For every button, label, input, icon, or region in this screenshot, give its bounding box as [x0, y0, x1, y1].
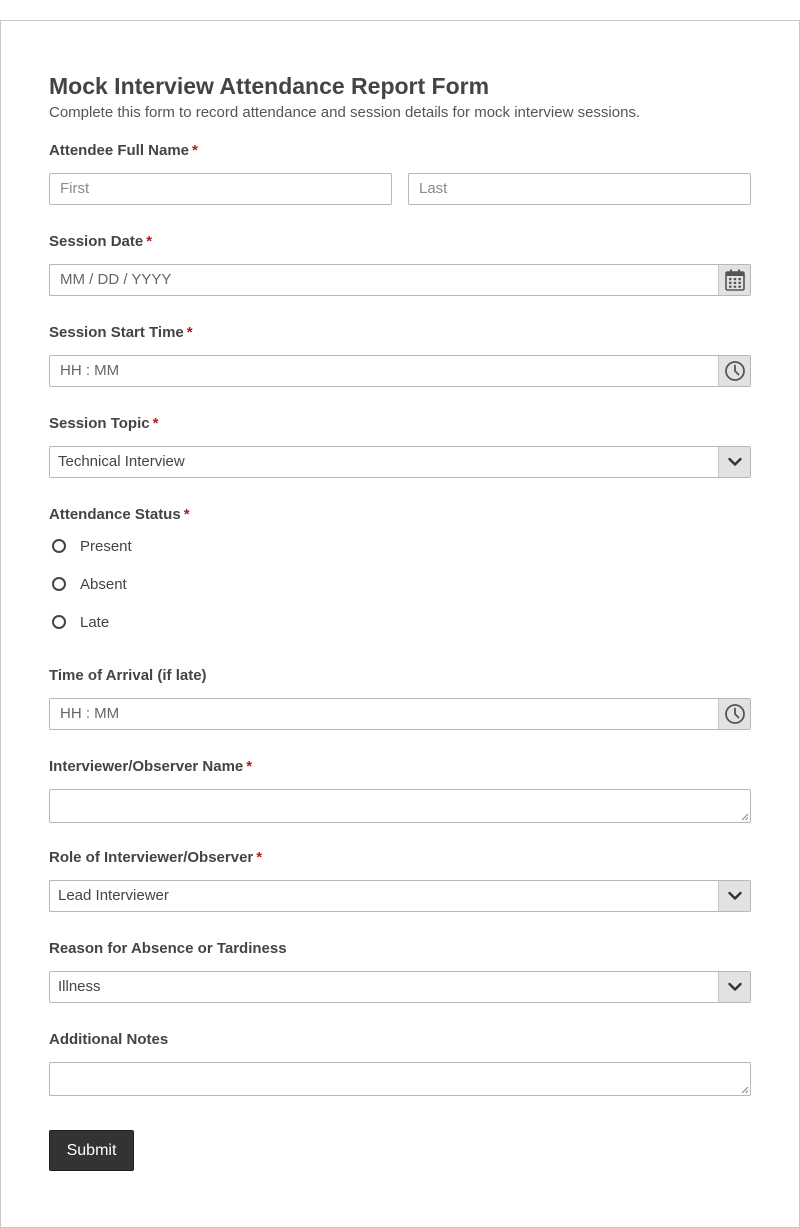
chevron-down-icon	[728, 457, 742, 467]
interviewer-role-label: Role of Interviewer/Observer *	[49, 849, 263, 866]
session-date-field	[49, 232, 751, 288]
submit-button[interactable]: Submit	[49, 1130, 134, 1171]
last-name-placeholder: Last	[419, 180, 448, 197]
session-date-input[interactable]	[49, 264, 751, 296]
attendee-name-label: Attendee Full Name *	[49, 142, 198, 159]
first-name-input[interactable]	[49, 173, 392, 205]
interviewer-role-select[interactable]	[49, 880, 751, 912]
interviewer-role-field	[49, 848, 751, 904]
absence-reason-dropdown-toggle[interactable]	[718, 972, 750, 1002]
clock-icon	[724, 360, 746, 382]
required-marker: *	[152, 415, 159, 432]
calendar-button[interactable]	[718, 265, 750, 295]
time-of-arrival-input[interactable]	[49, 698, 751, 730]
interviewer-role-dropdown-toggle[interactable]	[718, 881, 750, 911]
required-marker: *	[183, 506, 190, 523]
additional-notes-label: Additional Notes	[49, 1031, 169, 1048]
form-title: Mock Interview Attendance Report Form	[49, 73, 490, 99]
resize-grip-icon[interactable]	[741, 1086, 749, 1094]
last-name-input[interactable]	[408, 173, 751, 205]
chevron-down-icon	[728, 982, 742, 992]
attendee-name-field	[49, 141, 751, 197]
time-of-arrival-placeholder: HH : MM	[60, 705, 120, 722]
required-marker: *	[256, 849, 263, 866]
session-topic-field	[49, 414, 751, 470]
radio-option-absent[interactable]	[49, 573, 127, 595]
session-start-time-field	[49, 323, 751, 379]
absence-reason-field	[49, 939, 751, 995]
attendance-status-label: Attendance Status *	[49, 506, 190, 523]
radio-button[interactable]	[52, 577, 66, 591]
interviewer-role-value: Lead Interviewer	[58, 887, 169, 904]
absence-reason-select[interactable]	[49, 971, 751, 1003]
time-picker-button[interactable]	[718, 699, 750, 729]
session-start-time-label: Session Start Time *	[49, 324, 193, 341]
absence-reason-label: Reason for Absence or Tardiness	[49, 940, 287, 957]
required-marker: *	[146, 233, 153, 250]
radio-option-late[interactable]	[49, 611, 109, 633]
attendance-form	[49, 71, 751, 1159]
radio-button[interactable]	[52, 615, 66, 629]
required-marker: *	[246, 758, 253, 775]
interviewer-name-textarea[interactable]	[49, 789, 751, 823]
clock-icon	[724, 703, 746, 725]
radio-option-present[interactable]	[49, 535, 132, 557]
first-name-placeholder: First	[60, 180, 90, 197]
session-topic-label: Session Topic *	[49, 415, 159, 432]
session-date-placeholder: MM / DD / YYYY	[60, 271, 172, 288]
radio-label: Present	[80, 537, 132, 555]
session-topic-value: Technical Interview	[58, 453, 185, 470]
additional-notes-textarea[interactable]	[49, 1062, 751, 1096]
time-of-arrival-field	[49, 666, 751, 722]
required-marker: *	[192, 142, 198, 159]
radio-label: Absent	[80, 575, 127, 593]
session-start-time-input[interactable]	[49, 355, 751, 387]
session-date-label: Session Date *	[49, 233, 153, 250]
calendar-icon	[725, 269, 745, 291]
interviewer-name-field	[49, 757, 751, 777]
time-of-arrival-label: Time of Arrival (if late)	[49, 667, 207, 684]
form-description: Complete this form to record attendance and session details for mock interview sessions.	[49, 104, 641, 121]
absence-reason-value: Illness	[58, 978, 101, 995]
resize-grip-icon[interactable]	[741, 813, 749, 821]
interviewer-name-label: Interviewer/Observer Name *	[49, 758, 253, 775]
session-topic-dropdown-toggle[interactable]	[718, 447, 750, 477]
time-picker-button[interactable]	[718, 356, 750, 386]
form-container	[0, 20, 800, 1228]
chevron-down-icon	[728, 891, 742, 901]
session-start-time-placeholder: HH : MM	[60, 362, 120, 379]
additional-notes-field	[49, 1030, 751, 1050]
radio-button[interactable]	[52, 539, 66, 553]
radio-label: Late	[80, 613, 110, 631]
session-topic-select[interactable]	[49, 446, 751, 478]
required-marker: *	[186, 324, 193, 341]
attendance-status-field	[49, 505, 751, 631]
